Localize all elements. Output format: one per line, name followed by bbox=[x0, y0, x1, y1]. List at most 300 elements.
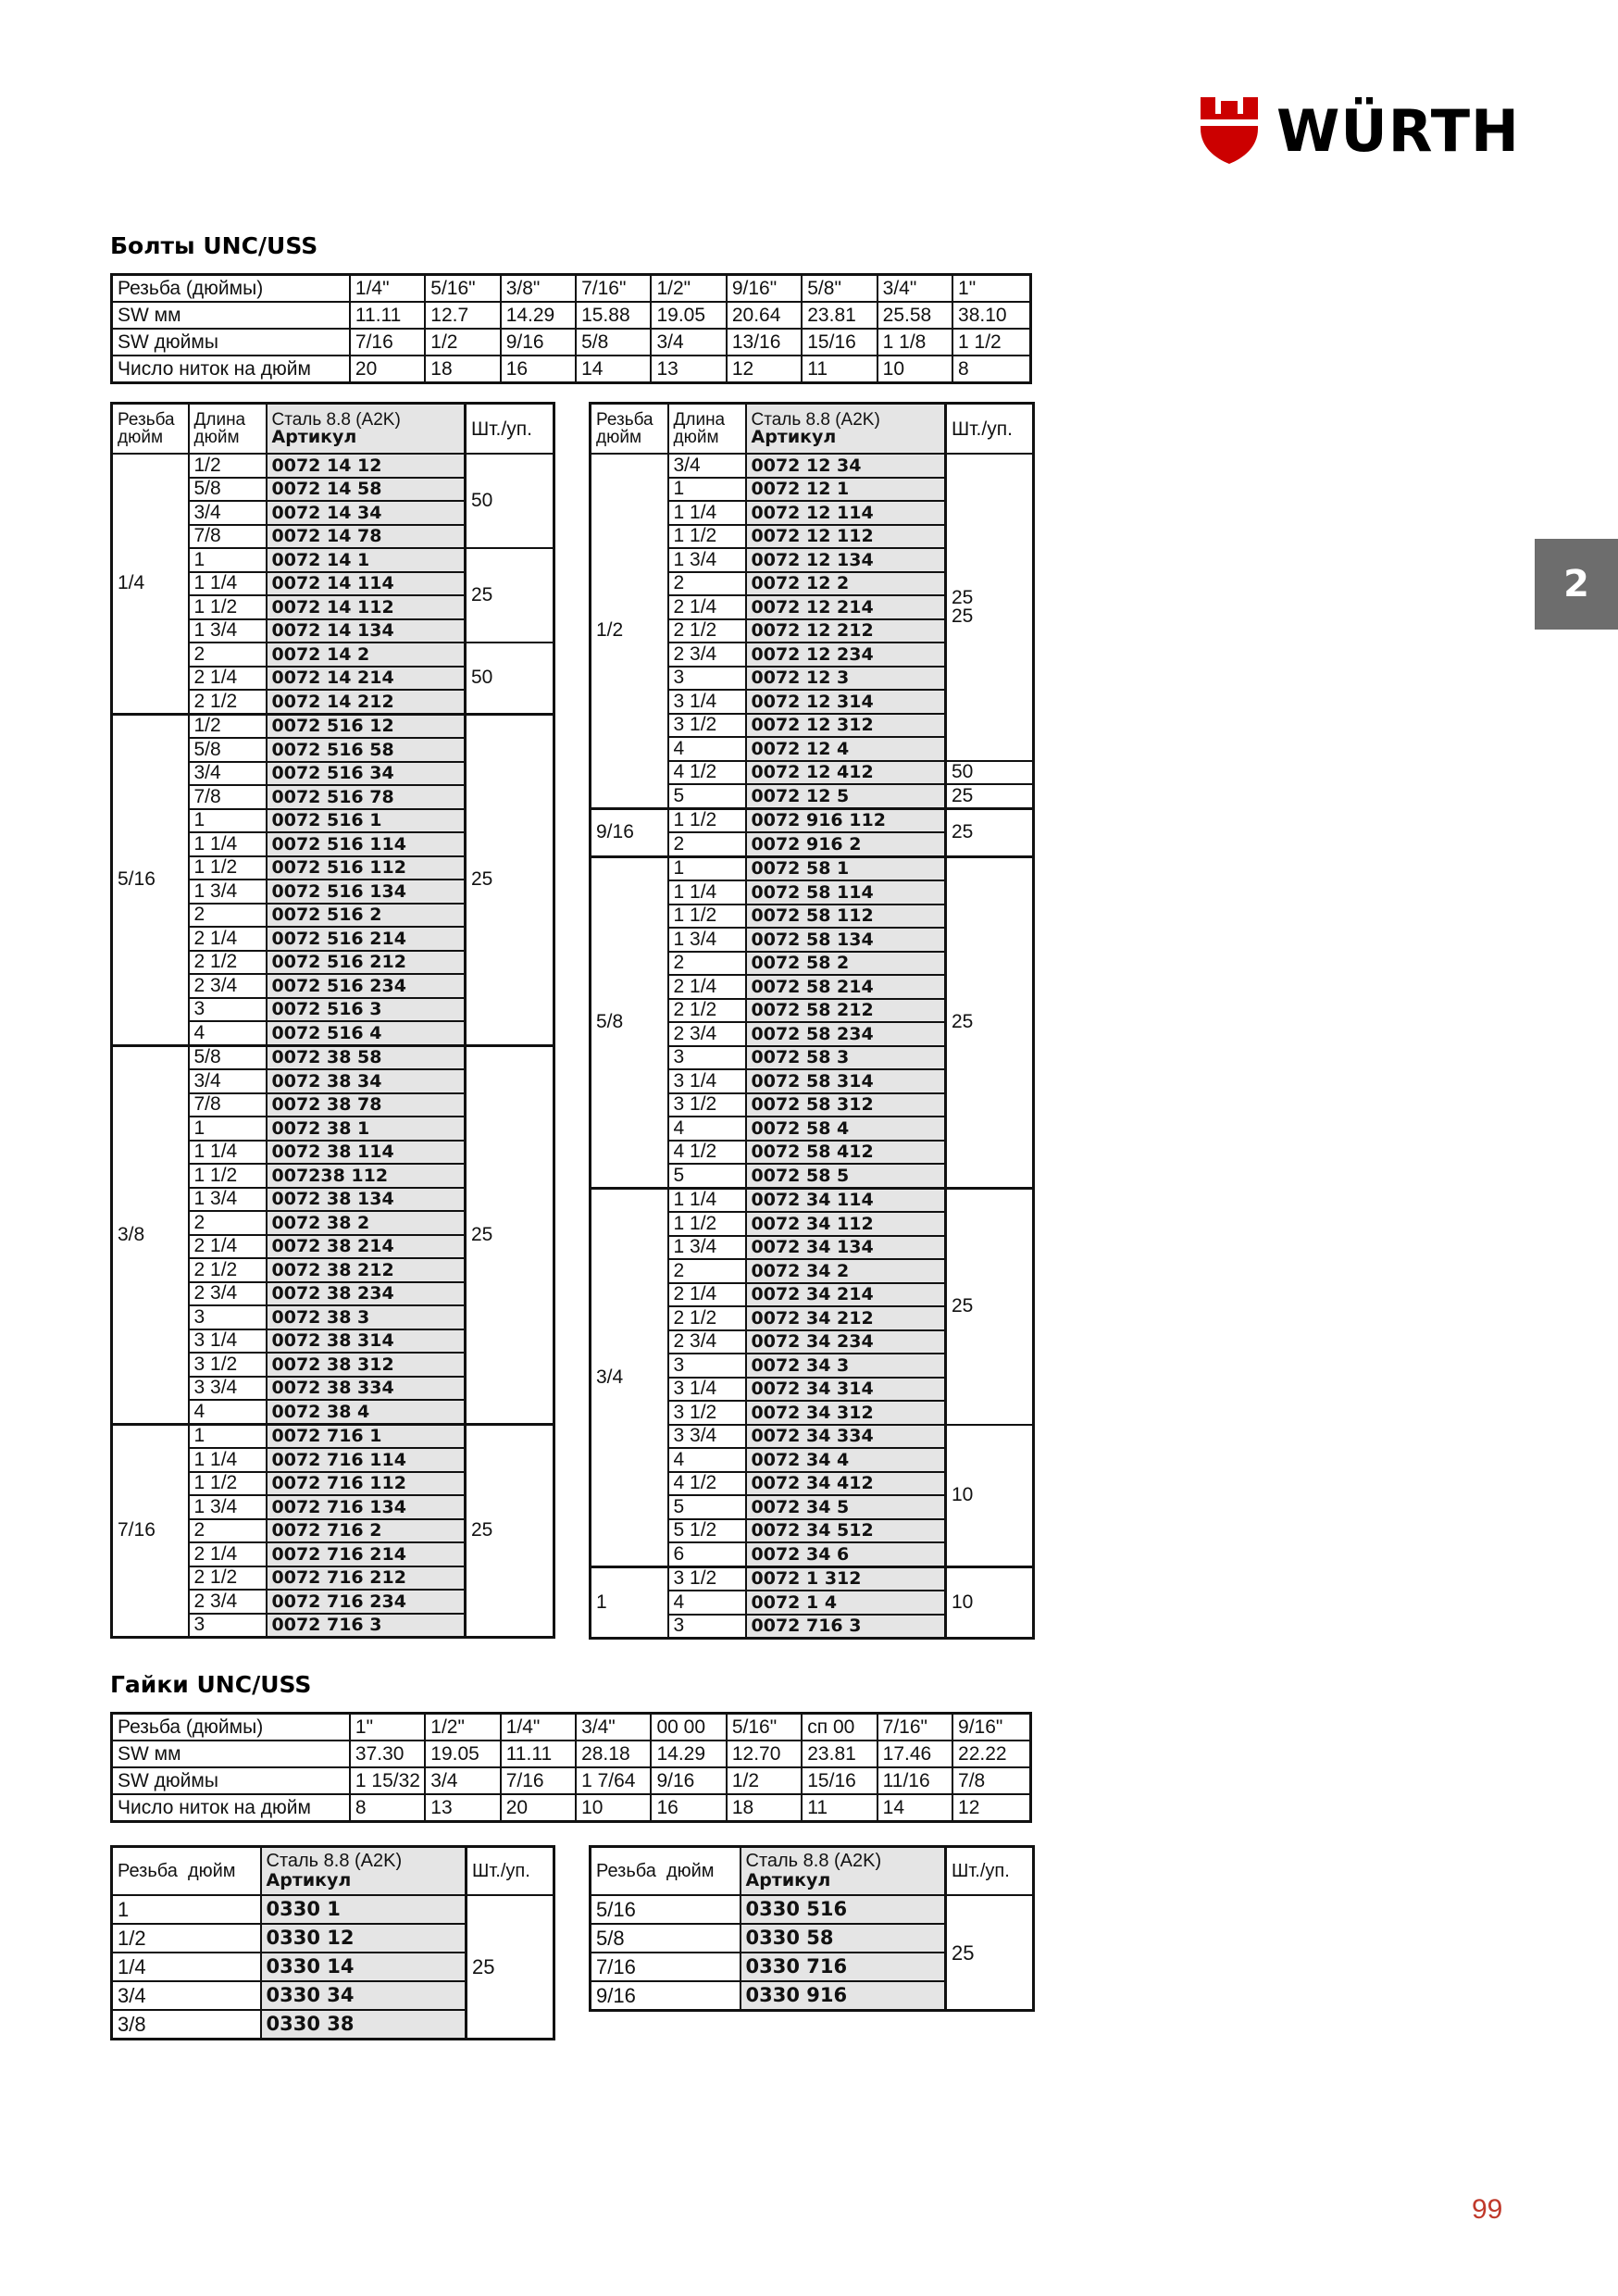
spec-value: 11.11 bbox=[501, 1741, 576, 1767]
article-number: 0072 58 312 bbox=[746, 1093, 946, 1117]
article-number: 0072 12 234 bbox=[746, 643, 946, 667]
qty-header: Шт./уп. bbox=[946, 1847, 1034, 1896]
length-value: 3 1/4 bbox=[668, 690, 746, 714]
article-number: 0072 34 412 bbox=[746, 1472, 946, 1496]
spec-value: 1 1/8 bbox=[877, 329, 952, 356]
thread-size: 3/4 bbox=[112, 1981, 261, 2010]
nuts-table-right bbox=[589, 1845, 1035, 2012]
thread-header: Резьба дюйм bbox=[591, 1847, 741, 1896]
spec-value: 8 bbox=[952, 356, 1030, 383]
length-value: 3 bbox=[189, 998, 267, 1022]
length-value: 7/8 bbox=[189, 785, 267, 809]
spec-label: Число ниток на дюйм bbox=[112, 356, 350, 383]
article-number: 0072 38 134 bbox=[267, 1188, 466, 1212]
spec-value: 17.46 bbox=[877, 1741, 952, 1767]
thread-size: 3/8 bbox=[112, 2010, 261, 2040]
article-number: 0072 34 4 bbox=[746, 1448, 946, 1472]
spec-value: 7/16" bbox=[877, 1714, 952, 1741]
spec-value: 15/16 bbox=[802, 1767, 877, 1794]
spec-value: 7/16" bbox=[576, 275, 651, 303]
length-value: 3 3/4 bbox=[668, 1425, 746, 1449]
article-number: 0330 1 bbox=[261, 1895, 467, 1924]
article-number: 0072 58 234 bbox=[746, 1022, 946, 1046]
nuts-table-left bbox=[110, 1845, 555, 2040]
length-value: 2 3/4 bbox=[189, 1590, 267, 1614]
article-number: 0072 12 114 bbox=[746, 501, 946, 525]
article-header bbox=[267, 404, 466, 455]
pack-quantity: 25 bbox=[946, 856, 1034, 1188]
spec-row bbox=[112, 1767, 1031, 1794]
section-tab: 2 bbox=[1535, 539, 1618, 630]
length-value: 6 bbox=[668, 1542, 746, 1566]
spec-value: 00 00 bbox=[651, 1714, 726, 1741]
spec-value: 13/16 bbox=[727, 329, 802, 356]
spec-value: 23.81 bbox=[802, 1741, 877, 1767]
spec-value: 5/8" bbox=[802, 275, 877, 303]
spec-label: SW дюймы bbox=[112, 1767, 350, 1794]
article-number: 0072 34 234 bbox=[746, 1330, 946, 1354]
length-value: 3 bbox=[668, 1615, 746, 1639]
table-row bbox=[591, 1188, 1034, 1212]
spec-value: 14.29 bbox=[651, 1741, 726, 1767]
pack-quantity: 25 bbox=[946, 808, 1034, 856]
article-number: 0072 12 412 bbox=[746, 761, 946, 785]
spec-value: 9/16 bbox=[651, 1767, 726, 1794]
length-value: 5/8 bbox=[189, 738, 267, 762]
article-number: 0072 716 3 bbox=[746, 1615, 946, 1639]
pack-quantity: 50 bbox=[946, 761, 1034, 785]
length-value: 2 1/2 bbox=[668, 619, 746, 643]
spec-value: 9/16" bbox=[727, 275, 802, 303]
article-number: 0072 12 5 bbox=[746, 784, 946, 808]
spec-value: 9/16 bbox=[501, 329, 576, 356]
thread-size: 5/8 bbox=[591, 1924, 741, 1953]
length-value: 1 bbox=[668, 478, 746, 502]
spec-value: 5/16" bbox=[425, 275, 500, 303]
article-number: 0072 716 114 bbox=[267, 1448, 466, 1472]
length-value: 1/2 bbox=[189, 454, 267, 478]
article-number: 0072 38 4 bbox=[267, 1400, 466, 1424]
spec-value: 5/8 bbox=[576, 329, 651, 356]
spec-row bbox=[112, 356, 1031, 383]
article-number: 0072 716 1 bbox=[267, 1424, 466, 1448]
thread-size: 5/8 bbox=[591, 856, 668, 1188]
pack-quantity: 50 bbox=[466, 454, 554, 548]
length-value: 4 1/2 bbox=[668, 1472, 746, 1496]
steel-grade: Сталь 8.8 (A2K) bbox=[271, 410, 401, 430]
length-value: 1 1/2 bbox=[668, 1212, 746, 1236]
article-number: 0072 34 112 bbox=[746, 1212, 946, 1236]
length-value: 3 1/2 bbox=[668, 1401, 746, 1425]
article-number: 0072 14 34 bbox=[267, 501, 466, 525]
pack-quantity: 25 bbox=[946, 1188, 1034, 1425]
length-value: 2 bbox=[668, 1259, 746, 1283]
article-number: 0072 58 4 bbox=[746, 1117, 946, 1141]
spec-value: 18 bbox=[727, 1794, 802, 1822]
length-value: 2 3/4 bbox=[189, 1282, 267, 1306]
qty-header: Шт./уп. bbox=[946, 404, 1034, 455]
length-value: 4 bbox=[668, 737, 746, 761]
article-number: 0072 58 314 bbox=[746, 1069, 946, 1093]
spec-value: 19.05 bbox=[425, 1741, 500, 1767]
spec-row bbox=[112, 329, 1031, 356]
pack-quantity: 25 bbox=[466, 548, 554, 643]
spec-value: 9/16" bbox=[952, 1714, 1030, 1741]
length-value: 2 bbox=[668, 572, 746, 596]
article-number: 0072 58 112 bbox=[746, 905, 946, 929]
length-value: 1 bbox=[189, 1117, 267, 1141]
length-value: 4 bbox=[189, 1021, 267, 1045]
length-value: 3 1/4 bbox=[668, 1069, 746, 1093]
article-number: 0072 12 1 bbox=[746, 478, 946, 502]
spec-row bbox=[112, 302, 1031, 329]
spec-value: 3/8" bbox=[501, 275, 576, 303]
spec-value: 5/16" bbox=[727, 1714, 802, 1741]
article-number: 0072 14 212 bbox=[267, 690, 466, 714]
length-value: 2 1/4 bbox=[668, 595, 746, 619]
pack-quantity: 25 25 bbox=[946, 454, 1034, 761]
article-number: 0072 58 2 bbox=[746, 952, 946, 976]
article-number: 0072 12 134 bbox=[746, 548, 946, 572]
article-number: 0072 38 78 bbox=[267, 1093, 466, 1117]
spec-value: 10 bbox=[877, 356, 952, 383]
length-value: 1 3/4 bbox=[189, 1495, 267, 1519]
thread-size: 1/2 bbox=[112, 1924, 261, 1953]
spec-label: Число ниток на дюйм bbox=[112, 1794, 350, 1822]
spec-value: 1/2" bbox=[425, 1714, 500, 1741]
spec-value: 1/4" bbox=[350, 275, 425, 303]
length-value: 1 1/2 bbox=[668, 905, 746, 929]
length-value: 7/8 bbox=[189, 1093, 267, 1117]
spec-label: Резьба (дюймы) bbox=[112, 275, 350, 303]
pack-quantity: 50 bbox=[471, 667, 493, 689]
table-row bbox=[591, 856, 1034, 880]
length-value: 2 3/4 bbox=[668, 1330, 746, 1354]
article-number: 0072 716 112 bbox=[267, 1472, 466, 1496]
qty-header: Шт./уп. bbox=[467, 1847, 554, 1896]
article-number: 0072 34 2 bbox=[746, 1259, 946, 1283]
table-row bbox=[112, 454, 554, 478]
length-value: 1 3/4 bbox=[668, 928, 746, 952]
length-value: 1 1/4 bbox=[668, 501, 746, 525]
length-value: 5/8 bbox=[189, 478, 267, 502]
length-value: 2 1/4 bbox=[189, 1542, 267, 1566]
spec-value: 38.10 bbox=[952, 302, 1030, 329]
length-header bbox=[668, 404, 746, 455]
article-number: 0330 38 bbox=[261, 2010, 467, 2040]
spec-value: 1/2 bbox=[727, 1767, 802, 1794]
thread-size: 7/16 bbox=[112, 1424, 189, 1638]
thread-size: 7/16 bbox=[591, 1953, 741, 1981]
article-number: 0072 14 214 bbox=[267, 667, 466, 691]
length-value: 2 1/2 bbox=[189, 951, 267, 975]
length-value: 3 1/2 bbox=[668, 1566, 746, 1591]
length-value: 4 bbox=[668, 1448, 746, 1472]
spec-value: 13 bbox=[651, 356, 726, 383]
article-number: 0072 34 212 bbox=[746, 1306, 946, 1330]
article-number: 0072 38 214 bbox=[267, 1235, 466, 1259]
length-value: 3 1/4 bbox=[668, 1378, 746, 1402]
length-value: 2 bbox=[189, 904, 267, 928]
thread-size: 3/8 bbox=[112, 1045, 189, 1424]
article-number: 0072 14 134 bbox=[267, 619, 466, 643]
article-number: 0072 516 4 bbox=[267, 1021, 466, 1045]
pack-quantity: 25 bbox=[952, 1940, 975, 1965]
length-value: 4 1/2 bbox=[668, 761, 746, 785]
steel-grade: Сталь 8.8 (A2K) bbox=[745, 1851, 882, 1871]
thread-size: 1 bbox=[112, 1895, 261, 1924]
article-number: 0330 58 bbox=[741, 1924, 946, 1953]
article-number: 007238 112 bbox=[267, 1164, 466, 1188]
article-number: 0330 12 bbox=[261, 1924, 467, 1953]
article-number: 0072 38 312 bbox=[267, 1353, 466, 1377]
spec-value: 1 15/32 bbox=[350, 1767, 425, 1794]
pack-quantity: 10 bbox=[952, 1484, 974, 1505]
spec-value: 14.29 bbox=[501, 302, 576, 329]
length-header-line1: Длина bbox=[193, 410, 246, 430]
article-number: 0072 716 214 bbox=[267, 1542, 466, 1566]
spec-value: 1 1/2 bbox=[952, 329, 1030, 356]
length-value: 2 1/4 bbox=[189, 927, 267, 951]
article-number: 0072 516 214 bbox=[267, 927, 466, 951]
pack-quantity: 25 bbox=[466, 714, 554, 1045]
length-value: 2 bbox=[668, 952, 746, 976]
pack-quantity: 25 bbox=[466, 1045, 554, 1424]
spec-value: 1/2" bbox=[651, 275, 726, 303]
length-value: 1 3/4 bbox=[189, 880, 267, 904]
spec-value: 1" bbox=[350, 1714, 425, 1741]
article-number: 0072 516 1 bbox=[267, 809, 466, 833]
length-value: 3 bbox=[668, 1354, 746, 1378]
article-number: 0072 38 58 bbox=[267, 1045, 466, 1069]
spec-value: 19.05 bbox=[651, 302, 726, 329]
article-number: 0072 516 34 bbox=[267, 762, 466, 786]
thread-header-line2: дюйм bbox=[118, 428, 164, 447]
length-value: 1 1/2 bbox=[189, 1472, 267, 1496]
article-number: 0072 58 1 bbox=[746, 856, 946, 880]
bolts-table-right bbox=[589, 402, 1035, 1640]
article-number: 0072 516 58 bbox=[267, 738, 466, 762]
article-number: 0072 58 134 bbox=[746, 928, 946, 952]
article-number: 0072 516 114 bbox=[267, 832, 466, 856]
length-value: 1 bbox=[189, 809, 267, 833]
length-value: 1 1/4 bbox=[668, 1188, 746, 1212]
spec-value: 1/4" bbox=[501, 1714, 576, 1741]
article-label: Артикул bbox=[266, 1870, 352, 1890]
spec-value: 20 bbox=[350, 356, 425, 383]
length-value: 1 1/4 bbox=[189, 1141, 267, 1165]
thread-header bbox=[591, 404, 668, 455]
article-number: 0072 14 114 bbox=[267, 572, 466, 596]
length-value: 2 1/2 bbox=[189, 1566, 267, 1591]
length-value: 1 3/4 bbox=[668, 548, 746, 572]
article-number: 0072 12 4 bbox=[746, 737, 946, 761]
length-value: 1 bbox=[189, 1424, 267, 1448]
spec-value: 8 bbox=[350, 1794, 425, 1822]
length-value: 5 bbox=[668, 1164, 746, 1188]
article-number: 0072 14 1 bbox=[267, 548, 466, 572]
spec-value: 15/16 bbox=[802, 329, 877, 356]
length-value: 2 1/4 bbox=[668, 1283, 746, 1307]
spec-value: 11.11 bbox=[350, 302, 425, 329]
nuts-title: Гайки UNC/USS bbox=[110, 1671, 312, 1698]
length-value: 2 bbox=[189, 1211, 267, 1235]
article-number: 0072 34 3 bbox=[746, 1354, 946, 1378]
length-value: 3/4 bbox=[189, 1069, 267, 1093]
spec-value: 7/16 bbox=[350, 329, 425, 356]
article-number: 0072 14 2 bbox=[267, 643, 466, 667]
length-value: 3 bbox=[189, 1305, 267, 1329]
article-number: 0072 12 212 bbox=[746, 619, 946, 643]
length-value: 1 3/4 bbox=[668, 1236, 746, 1260]
length-value: 5 1/2 bbox=[668, 1519, 746, 1543]
article-number: 0072 34 134 bbox=[746, 1236, 946, 1260]
article-number: 0072 38 3 bbox=[267, 1305, 466, 1329]
spec-value: 7/8 bbox=[952, 1767, 1030, 1794]
thread-size: 1 bbox=[591, 1566, 668, 1639]
length-value: 3 3/4 bbox=[189, 1377, 267, 1401]
thread-size: 1/4 bbox=[112, 1953, 261, 1981]
brand-name: WÜRTH bbox=[1276, 96, 1520, 165]
article-number: 0072 12 214 bbox=[746, 595, 946, 619]
spec-value: 12 bbox=[952, 1794, 1030, 1822]
spec-value: 1" bbox=[952, 275, 1030, 303]
thread-size: 5/16 bbox=[591, 1895, 741, 1924]
length-value: 3 bbox=[668, 1046, 746, 1070]
article-number: 0072 516 3 bbox=[267, 998, 466, 1022]
article-number: 0072 38 334 bbox=[267, 1377, 466, 1401]
length-value: 2 1/4 bbox=[668, 975, 746, 999]
steel-grade: Сталь 8.8 (A2K) bbox=[266, 1851, 403, 1871]
length-value: 1 1/4 bbox=[668, 880, 746, 905]
length-value: 1 1/2 bbox=[189, 1164, 267, 1188]
thread-size: 1/2 bbox=[591, 454, 668, 808]
bolts-spec-table bbox=[110, 273, 1032, 384]
spec-value: 11/16 bbox=[877, 1767, 952, 1794]
article-number: 0330 916 bbox=[741, 1981, 946, 2011]
length-value: 2 1/4 bbox=[189, 1235, 267, 1259]
spec-row bbox=[112, 275, 1031, 303]
length-value: 1 1/2 bbox=[668, 808, 746, 832]
article-number: 0072 38 1 bbox=[267, 1117, 466, 1141]
article-number: 0330 14 bbox=[261, 1953, 467, 1981]
page-number: 99 bbox=[1472, 2194, 1503, 2225]
length-value: 1 3/4 bbox=[189, 1188, 267, 1212]
length-value: 2 bbox=[668, 832, 746, 856]
thread-header-line1: Резьба bbox=[118, 410, 175, 430]
article-number: 0072 34 114 bbox=[746, 1188, 946, 1212]
article-number: 0072 12 112 bbox=[746, 525, 946, 549]
spec-value: 11 bbox=[802, 356, 877, 383]
length-value: 4 1/2 bbox=[668, 1141, 746, 1165]
article-number: 0072 716 2 bbox=[267, 1519, 466, 1543]
article-number: 0330 516 bbox=[741, 1895, 946, 1924]
thread-size: 5/16 bbox=[112, 714, 189, 1045]
length-value: 1/2 bbox=[189, 714, 267, 738]
qty-header: Шт./уп. bbox=[466, 404, 554, 455]
spec-value: 7/16 bbox=[501, 1767, 576, 1794]
pack-quantity: 25 bbox=[472, 1955, 495, 1978]
length-value: 1 1/4 bbox=[189, 1448, 267, 1472]
spec-value: 18 bbox=[425, 356, 500, 383]
article-number: 0072 916 112 bbox=[746, 808, 946, 832]
article-number: 0072 38 34 bbox=[267, 1069, 466, 1093]
article-number: 0330 34 bbox=[261, 1981, 467, 2010]
article-number: 0072 58 3 bbox=[746, 1046, 946, 1070]
spec-value: 20 bbox=[501, 1794, 576, 1822]
length-value: 1 1/2 bbox=[668, 525, 746, 549]
length-value: 1 1/4 bbox=[189, 832, 267, 856]
article-number: 0072 58 5 bbox=[746, 1164, 946, 1188]
spec-label: SW мм bbox=[112, 1741, 350, 1767]
article-number: 0072 34 512 bbox=[746, 1519, 946, 1543]
thread-size: 1/4 bbox=[112, 454, 189, 714]
article-number: 0072 516 78 bbox=[267, 785, 466, 809]
length-value: 2 1/2 bbox=[189, 1258, 267, 1282]
length-value: 4 bbox=[668, 1591, 746, 1615]
article-number: 0072 34 334 bbox=[746, 1425, 946, 1449]
nuts-spec-table bbox=[110, 1712, 1032, 1823]
spec-value: 3/4 bbox=[425, 1767, 500, 1794]
length-value: 5 bbox=[668, 784, 746, 808]
article-number: 0072 1 312 bbox=[746, 1566, 946, 1591]
spec-value: 12.7 bbox=[425, 302, 500, 329]
length-value: 5/8 bbox=[189, 1045, 267, 1069]
article-header bbox=[746, 404, 946, 455]
thread-header bbox=[112, 404, 189, 455]
thread-size: 3/4 bbox=[591, 1188, 668, 1566]
article-number: 0072 34 214 bbox=[746, 1283, 946, 1307]
length-value: 3/4 bbox=[189, 762, 267, 786]
length-value: 1 1/2 bbox=[189, 856, 267, 880]
table-row bbox=[112, 1045, 554, 1069]
table-row bbox=[591, 454, 1034, 478]
spec-value: 37.30 bbox=[350, 1741, 425, 1767]
spec-value: сп 00 bbox=[802, 1714, 877, 1741]
length-value: 2 1/4 bbox=[189, 667, 267, 691]
spec-value: 16 bbox=[651, 1794, 726, 1822]
length-value: 1 1/2 bbox=[189, 595, 267, 619]
article-label: Артикул bbox=[745, 1870, 831, 1890]
pack-quantity: 10 bbox=[946, 1566, 1034, 1639]
article-header bbox=[741, 1847, 946, 1896]
length-value: 3 1/2 bbox=[668, 1093, 746, 1117]
length-header-line1: Длина bbox=[673, 410, 726, 430]
article-number: 0072 716 134 bbox=[267, 1495, 466, 1519]
steel-grade: Сталь 8.8 (A2K) bbox=[751, 410, 880, 430]
spec-value: 13 bbox=[425, 1794, 500, 1822]
article-number: 0072 38 212 bbox=[267, 1258, 466, 1282]
wurth-emblem-icon bbox=[1199, 97, 1260, 164]
length-header-line2: дюйм bbox=[193, 428, 240, 447]
article-label: Артикул bbox=[751, 427, 837, 447]
length-value: 2 bbox=[189, 1519, 267, 1543]
spec-value: 22.22 bbox=[952, 1741, 1030, 1767]
article-number: 0072 34 314 bbox=[746, 1378, 946, 1402]
spec-value: 3/4" bbox=[877, 275, 952, 303]
article-number: 0072 12 2 bbox=[746, 572, 946, 596]
article-number: 0072 14 112 bbox=[267, 595, 466, 619]
article-number: 0072 58 114 bbox=[746, 880, 946, 905]
thread-size: 9/16 bbox=[591, 1981, 741, 2011]
thread-header-line2: дюйм bbox=[596, 428, 642, 447]
article-number: 0072 14 78 bbox=[267, 525, 466, 549]
spec-value: 10 bbox=[576, 1794, 651, 1822]
spec-value: 28.18 bbox=[576, 1741, 651, 1767]
spec-value: 3/4" bbox=[576, 1714, 651, 1741]
article-header bbox=[261, 1847, 467, 1896]
length-value: 4 bbox=[668, 1117, 746, 1141]
